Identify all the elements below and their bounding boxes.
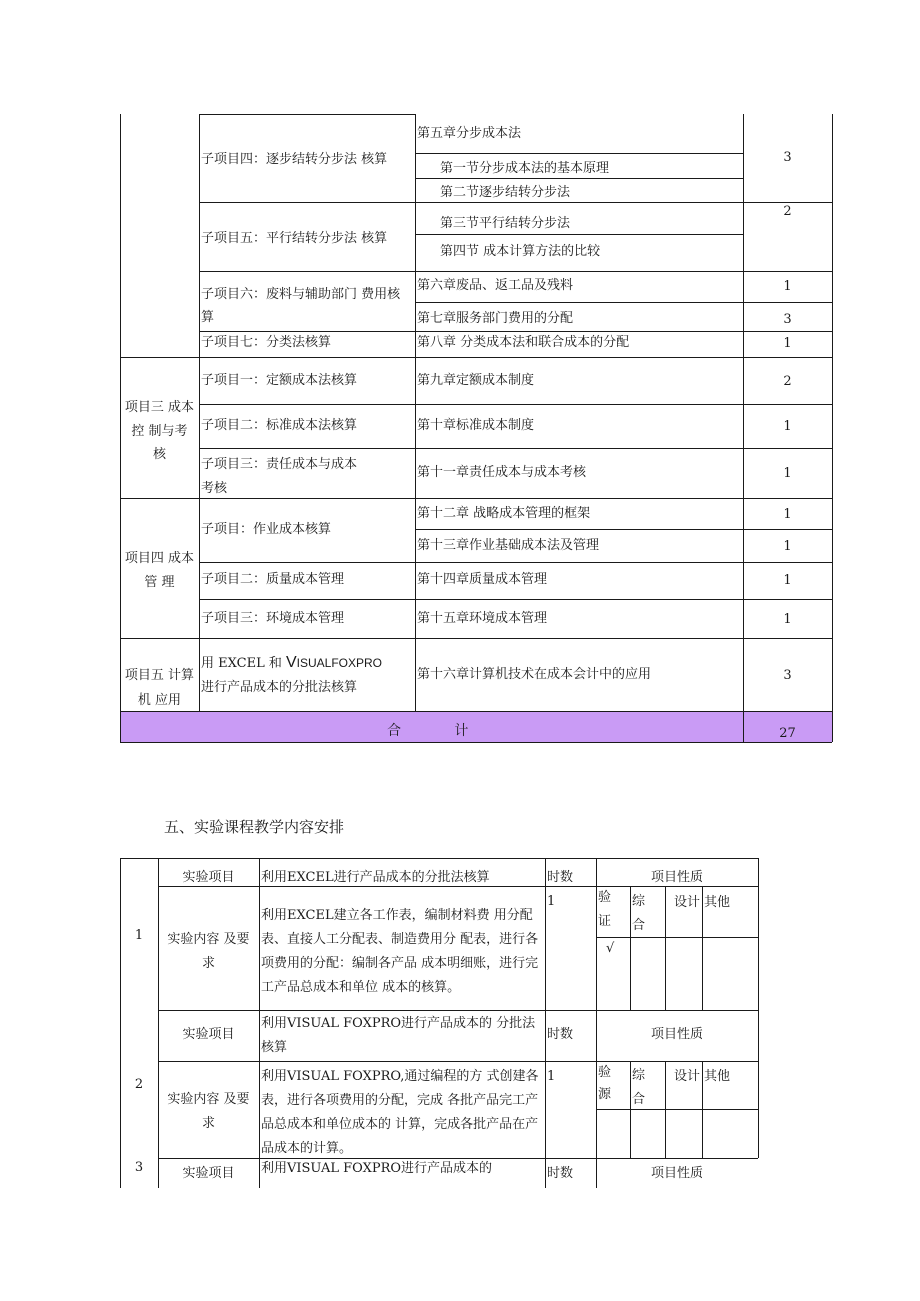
table-border <box>120 638 832 639</box>
hours-label: 时数 <box>547 1166 574 1181</box>
type-verify: 证 <box>598 914 612 929</box>
hours-value: 1 <box>783 419 792 434</box>
project-label: 核 <box>152 447 166 462</box>
nature-label: 项目性质 <box>650 870 703 885</box>
table-border <box>120 711 832 712</box>
chapter-label: 第十二章 战略成本管理的框架 <box>417 506 591 521</box>
sub-project-text: 用 EXCEL 和 <box>201 656 286 671</box>
hours-value: 2 <box>783 204 792 219</box>
type-comprehensive: 合 <box>632 1092 646 1107</box>
sub-project-text: V <box>285 654 297 671</box>
section-label: 第四节 成本计算方法的比较 <box>440 244 601 259</box>
content-label: 实验内容 及要 <box>167 1092 250 1107</box>
hours-value: 1 <box>547 894 556 909</box>
hours-value: 1 <box>783 336 792 351</box>
experiment-number: 2 <box>134 1077 144 1092</box>
table-border <box>415 529 832 530</box>
total-value: 27 <box>779 726 796 741</box>
experiment-item: 利用EXCEL进行产品成本的分批法核算 <box>261 870 490 885</box>
project-label: 项目五 计算 <box>124 668 195 683</box>
sub-project-label: 子项目七：分类法核算 <box>201 335 332 350</box>
chapter-label: 第十五章环境成本管理 <box>417 611 548 626</box>
sub-project-label: 子项目三：环境成本管理 <box>201 611 345 626</box>
table-border <box>665 1061 666 1158</box>
table-border <box>665 886 666 1010</box>
type-design: 设计 <box>674 895 701 910</box>
table-border <box>158 1010 758 1011</box>
experiment-item: 利用VISUAL FOXPRO进行产品成本的 分批法核算 <box>261 1016 536 1055</box>
content-label: 求 <box>201 956 215 971</box>
sub-project-label <box>201 651 382 676</box>
type-comprehensive: 综 <box>632 1068 646 1083</box>
section-label: 第一节分步成本法的基本原理 <box>440 161 610 176</box>
table-border <box>596 1109 758 1110</box>
total-row-highlight <box>120 712 832 742</box>
sub-project-label: 子项目六：废料与辅助部门 费用核 <box>201 287 401 302</box>
project-label: 项目三 成本 <box>124 400 195 415</box>
hours-label: 时数 <box>547 1027 574 1042</box>
hours-value: 1 <box>783 466 792 481</box>
sub-project-label: 子项目五：平行结转分步法 核算 <box>201 231 388 246</box>
experiment-number: 3 <box>134 1160 144 1175</box>
total-label: 合 计 <box>387 723 469 739</box>
hours-value: 3 <box>783 312 792 327</box>
project-label: 控 制与考 <box>131 424 188 439</box>
experiment-number: 1 <box>134 928 144 943</box>
sub-project-label: 算 <box>201 310 215 325</box>
chapter-label: 第十章标准成本制度 <box>417 418 535 433</box>
experiment-item-label: 实验项目 <box>182 870 235 885</box>
hours-value: 3 <box>783 668 792 683</box>
sub-project-label: 子项目四：逐步结转分步法 核算 <box>201 152 388 167</box>
table-border <box>120 357 832 358</box>
nature-label: 项目性质 <box>650 1166 703 1181</box>
table-border <box>415 114 416 711</box>
sub-project-label: 子项目二：质量成本管理 <box>201 572 345 587</box>
hours-value: 1 <box>783 507 792 522</box>
type-verify: 验 <box>598 1065 612 1080</box>
sub-project-text: ISUALFOXPRO <box>296 656 383 670</box>
table-border <box>199 114 415 115</box>
hours-value: 3 <box>783 150 792 165</box>
hours-label: 时数 <box>547 870 574 885</box>
content-label: 求 <box>201 1116 215 1131</box>
table-border <box>832 114 833 742</box>
table-border <box>758 858 759 1158</box>
type-verify: 源 <box>598 1087 612 1102</box>
section-heading: 五、实验课程教学内容安排 <box>164 818 345 836</box>
chapter-label: 第十三章作业基础成本法及管理 <box>417 538 600 553</box>
table-border <box>702 1061 703 1158</box>
table-border <box>120 858 758 859</box>
experiment-content: 利用EXCEL建立各工作表，编制材料费 用分配表、直接人工分配表、制造费用分 配表，进行各项费用的分配：编制各产品 成本明细账，进行完工产品总成本和单位 成本的核算。 <box>261 908 539 995</box>
experiment-content: 利用VISUAL FOXPRO,通过编程的方 式创建各表，进行各项费用的分配，完成 各批产品完工产品总成本和单位成本的 计算，完成各批产品在产品成本的计算。 <box>261 1069 539 1156</box>
table-border <box>158 1061 758 1062</box>
project-label: 机 应用 <box>137 693 182 708</box>
table-border <box>199 271 832 272</box>
experiment-item-label: 实验项目 <box>182 1166 235 1181</box>
chapter-label: 第六章废品、返工品及残料 <box>417 278 574 293</box>
experiment-item-label: 实验项目 <box>182 1027 235 1042</box>
type-design: 设计 <box>674 1069 701 1084</box>
table-border <box>199 562 832 563</box>
chapter-label: 第九章定额成本制度 <box>417 373 535 388</box>
chapter-label: 第八章 分类成本法和联合成本的分配 <box>417 335 630 350</box>
table-border <box>120 858 121 1188</box>
chapter-label: 第十六章计算机技术在成本会计中的应用 <box>417 667 652 682</box>
table-border <box>120 742 832 743</box>
project-label: 管 理 <box>144 575 175 590</box>
hours-value: 1 <box>783 279 792 294</box>
type-verify: 验 <box>598 890 612 905</box>
table-border <box>630 886 631 1010</box>
type-other: 其他 <box>704 895 731 910</box>
sub-project-label: 子项目三：责任成本与成本 <box>201 457 358 472</box>
project-label: 项目四 成本 <box>124 551 195 566</box>
experiment-item: 利用VISUAL FOXPRO进行产品成本的 <box>261 1161 493 1176</box>
sub-project-label: 子项目：作业成本核算 <box>201 522 332 537</box>
table-border <box>199 404 832 405</box>
section-label: 第三节平行结转分步法 <box>440 216 571 231</box>
type-other: 其他 <box>704 1069 731 1084</box>
table-border <box>702 886 703 1010</box>
chapter-label: 第十一章责任成本与成本考核 <box>417 465 587 480</box>
table-border <box>199 599 832 600</box>
chapter-label: 第七章服务部门费用的分配 <box>417 311 574 326</box>
hours-value: 1 <box>783 612 792 627</box>
type-comprehensive: 合 <box>632 918 646 933</box>
table-border <box>199 114 200 711</box>
chapter-label: 第十四章质量成本管理 <box>417 572 548 587</box>
hours-value: 1 <box>783 573 792 588</box>
content-label: 实验内容 及要 <box>167 932 250 947</box>
hours-value: 1 <box>547 1069 556 1084</box>
table-border <box>415 302 832 303</box>
hours-value: 2 <box>783 374 792 389</box>
chapter-label: 第五章分步成本法 <box>417 126 522 141</box>
table-border <box>259 858 260 1188</box>
check-mark: √ <box>606 941 615 956</box>
sub-project-label: 进行产品成本的分批法核算 <box>201 680 358 695</box>
sub-project-label: 子项目一：定额成本法核算 <box>201 373 358 388</box>
table-border <box>596 937 758 938</box>
nature-label: 项目性质 <box>650 1027 703 1042</box>
hours-value: 1 <box>783 539 792 554</box>
table-border <box>545 858 546 1188</box>
sub-project-label: 子项目二：标准成本法核算 <box>201 418 358 433</box>
table-border <box>630 1061 631 1158</box>
type-comprehensive: 综 <box>632 894 646 909</box>
table-border <box>199 448 832 449</box>
table-border <box>415 153 743 154</box>
sub-project-label: 考核 <box>201 481 228 496</box>
section-label: 第二节逐步结转分步法 <box>440 185 571 200</box>
